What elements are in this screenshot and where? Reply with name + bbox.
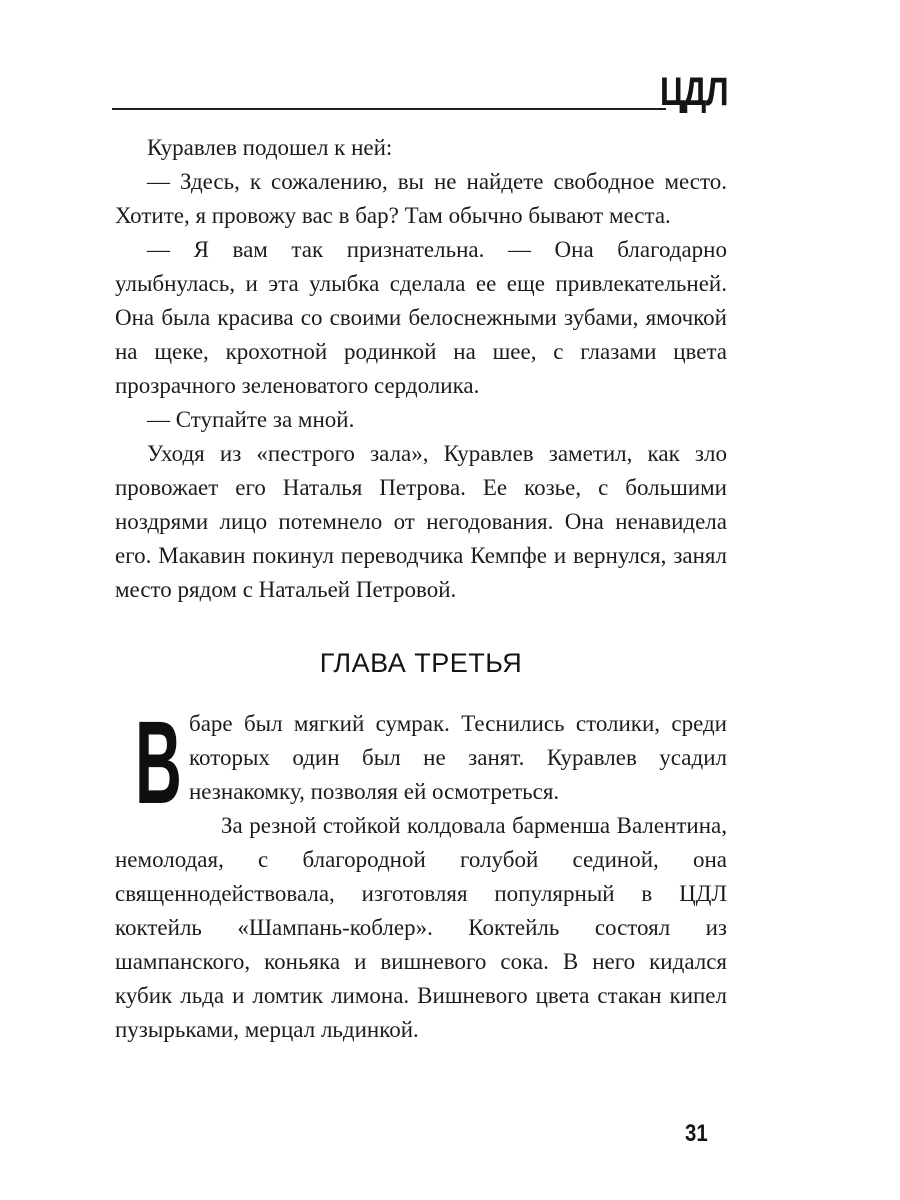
drop-cap: В [135, 697, 182, 829]
paragraph: — Ступайте за мной. [147, 407, 355, 432]
page-header [112, 62, 728, 118]
page-body [115, 131, 727, 1047]
paragraph: — Здесь, к сожалению, вы не найдете свободное место. Хотите, я провожу вас в бар? Там обычно бывают места. [115, 169, 727, 228]
running-head: ЦДЛ [660, 70, 728, 114]
chapter-opening-paragraph [115, 697, 727, 829]
page-number: 31 [685, 1120, 708, 1147]
paragraph: За резной стойкой колдовала барменша Валентина, немолодая, с благородной голубой сединой, она священнодействовала, изготовляя популярный в ЦДЛ коктейль «Шампань-коблер». Коктейль состоял из шампанского, коньяка и вишневого сока. В него кидался кубик льда и ломтик лимона. Вишневого цвета стакан кипел пузырьками, мерцал льдинкой. [115, 813, 727, 1042]
paragraph: Куравлев подошел к ней: [147, 135, 393, 160]
paragraph-text: баре был мягкий сумрак. Теснились столики, среди которых один был не занят. Куравлев усадил незнакомку, позволяя ей осмотреться. [189, 711, 727, 804]
paragraph: Уходя из «пестрого зала», Куравлев заметил, как зло провожает его Наталья Петрова. Ее козье, с большими ноздрями лицо потемнело от негодования. Она ненавидела его. Макавин покинул переводчика Кемпфе и вернулся, занял место рядом с Натальей Петровой. [115, 441, 727, 602]
paragraph: — Я вам так признательна. — Она благодарно улыбнулась, и эта улыбка сделала ее еще привлекательней. Она была красива со своими белоснежными зубами, ямочкой на щеке, крохотной родинкой на шее, с глазами цвета прозрачного зеленоватого сердолика. [115, 237, 727, 398]
chapter-title: ГЛАВА ТРЕТЬЯ [319, 648, 523, 678]
header-rule [112, 108, 666, 110]
